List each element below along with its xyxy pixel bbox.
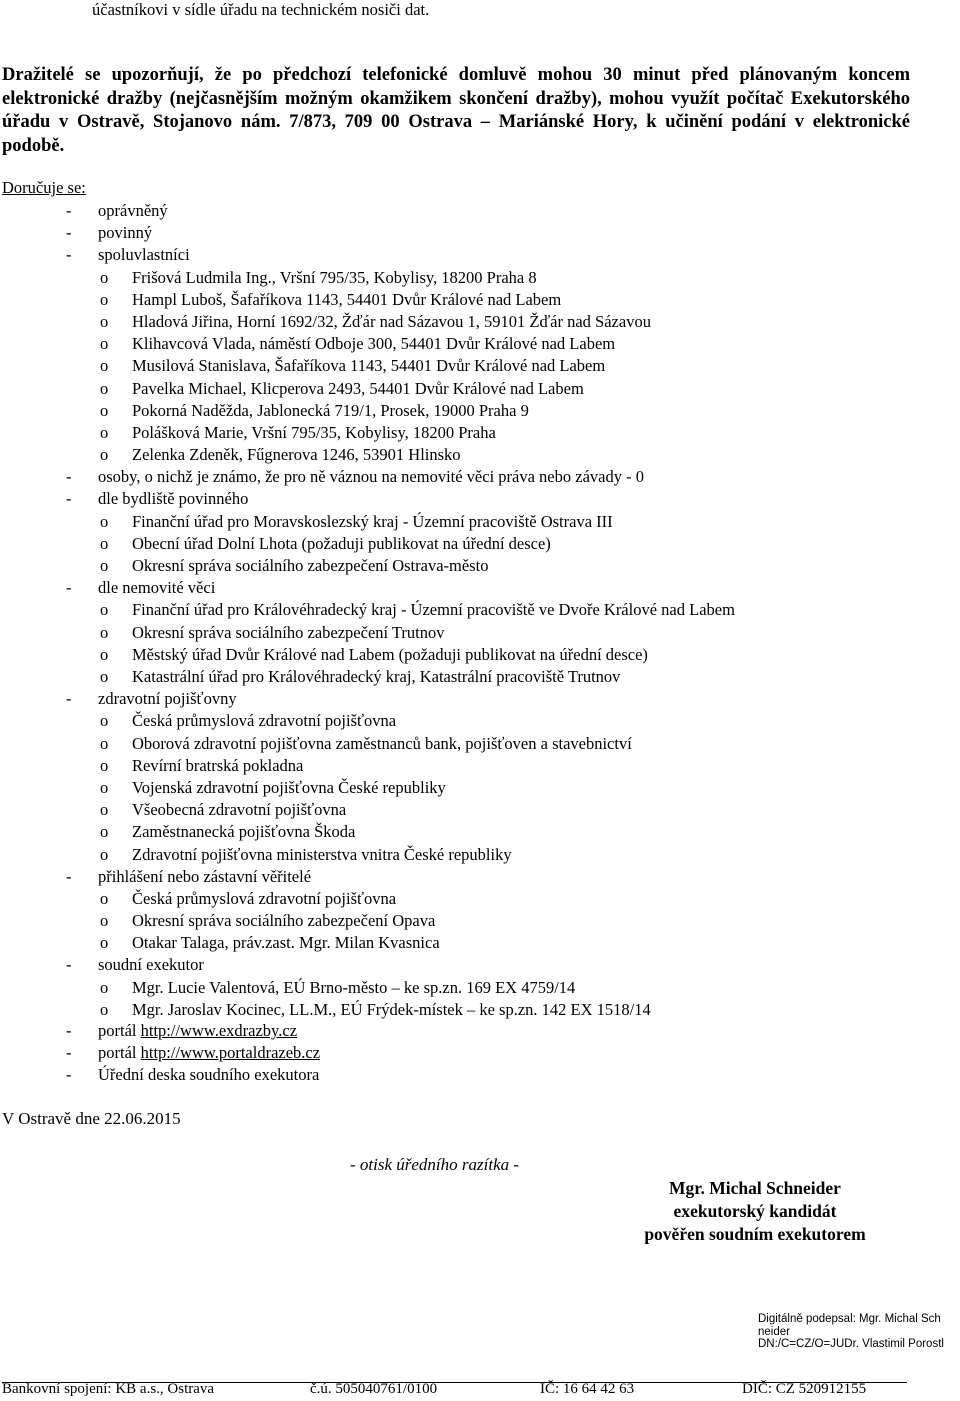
- sub-list-item: [100, 600, 735, 620]
- portal-prefix: portál: [98, 1021, 137, 1040]
- signer-name: Mgr. Michal Schneider: [669, 1178, 841, 1198]
- sub-list-item: [100, 268, 537, 288]
- dash-marker: -: [66, 1021, 72, 1040]
- delivery-heading: Doručuje se:: [2, 178, 86, 197]
- sub-list-item: [100, 445, 461, 465]
- circle-bullet: o: [100, 267, 109, 287]
- list-item-text: Mgr. Jaroslav Kocinec, LL.M., EÚ Frýdek-místek – ke sp.zn. 142 EX 1518/14: [132, 999, 651, 1019]
- circle-bullet: o: [100, 999, 109, 1019]
- list-item-text: oprávněný: [98, 201, 168, 220]
- signer-role: exekutorský kandidát: [673, 1201, 837, 1221]
- circle-bullet: o: [100, 888, 109, 908]
- list-item: [66, 489, 248, 509]
- sub-list-item: [100, 1000, 651, 1020]
- official-board-item: [66, 1065, 319, 1085]
- list-item: [66, 467, 644, 487]
- list-item-text: spoluvlastníci: [98, 245, 190, 265]
- digital-signature-line3: DN:/C=CZ/O=JUDr. Vlastimil Porostl: [758, 1338, 944, 1350]
- digital-signature-line1: Digitálně podepsal: Mgr. Michal Sch: [758, 1313, 941, 1325]
- sub-list-item: [100, 711, 396, 731]
- dash-marker: -: [66, 955, 72, 975]
- sub-list-item: [100, 423, 496, 443]
- sub-list-item: [100, 800, 346, 820]
- list-item-text: povinný: [98, 223, 153, 243]
- circle-bullet: o: [100, 666, 109, 686]
- list-item-text: Česká průmyslová zdravotní pojišťovna: [132, 888, 397, 908]
- sub-list-item: [100, 401, 529, 421]
- dash-marker: -: [66, 201, 72, 220]
- list-item-text: dle nemovité věci: [98, 578, 216, 598]
- list-item-text: Okresní správa sociálního zabezpečení Trutnov: [132, 622, 445, 642]
- sub-list-item: [100, 623, 445, 643]
- official-board-label: Úřední deska soudního exekutora: [98, 1065, 320, 1084]
- dash-marker: -: [66, 1043, 72, 1062]
- list-item: [66, 245, 190, 265]
- circle-bullet: o: [100, 533, 109, 553]
- list-item-text: Revírní bratrská pokladna: [132, 755, 304, 775]
- list-item: [66, 201, 168, 221]
- sub-list-item: [100, 356, 605, 376]
- dash-marker: -: [66, 578, 72, 598]
- top-line: účastníkovi v sídle úřadu na technickém nosiči dat.: [92, 0, 430, 19]
- dash-marker: -: [66, 489, 72, 509]
- signer-authority: pověřen soudním exekutorem: [644, 1224, 866, 1244]
- sub-list-item: [100, 845, 512, 865]
- exdrazby-link[interactable]: http://www.exdrazby.cz: [140, 1021, 298, 1040]
- sub-list-item: [100, 822, 355, 842]
- dash-marker: -: [66, 467, 72, 487]
- sub-list-item: [100, 778, 446, 798]
- circle-bullet: o: [100, 800, 109, 820]
- portaldrazeb-link[interactable]: http://www.portaldrazeb.cz: [140, 1043, 321, 1062]
- list-item-text: Městský úřad Dvůr Králové nad Labem (požaduji publikovat na úřední desce): [132, 644, 648, 664]
- circle-bullet: o: [100, 844, 109, 864]
- dash-marker: -: [66, 689, 72, 709]
- sub-list-item: [100, 756, 303, 776]
- footer-bank: Bankovní spojení: KB a.s., Ostrava: [2, 1381, 215, 1397]
- list-item-text: osoby, o nichž je známo, že pro ně váznou na nemovité věci práva nebo závady - 0: [98, 467, 644, 487]
- circle-bullet: o: [100, 400, 109, 420]
- sub-list-item: [100, 290, 561, 310]
- circle-bullet: o: [100, 977, 109, 997]
- place-date: V Ostravě dne 22.06.2015: [2, 1109, 181, 1128]
- list-item-text: Finanční úřad pro Moravskoslezský kraj - Územní pracoviště Ostrava III: [132, 511, 613, 531]
- circle-bullet: o: [100, 422, 109, 442]
- circle-bullet: o: [100, 777, 109, 797]
- dash-marker: -: [66, 245, 72, 265]
- list-item: [66, 867, 311, 887]
- circle-bullet: o: [100, 822, 109, 842]
- list-item: [66, 689, 237, 709]
- list-item-text: Zaměstnanecká pojišťovna Škoda: [132, 822, 356, 842]
- circle-bullet: o: [100, 600, 109, 620]
- circle-bullet: o: [100, 933, 109, 953]
- list-item-text: Vojenská zdravotní pojišťovna České republiky: [132, 777, 446, 797]
- list-item-text: Zdravotní pojišťovna ministerstva vnitra České republiky: [132, 844, 512, 864]
- list-item-text: Musilová Stanislava, Šafaříkova 1143, 54401 Dvůr Králové nad Labem: [132, 356, 606, 376]
- list-item-text: Česká průmyslová zdravotní pojišťovna: [132, 711, 397, 731]
- circle-bullet: o: [100, 311, 109, 331]
- sub-list-item: [100, 312, 651, 332]
- list-item-text: přihlášení nebo zástavní věřitelé: [98, 866, 312, 886]
- footer-dic: DIČ: CZ 520912155: [742, 1381, 867, 1397]
- circle-bullet: o: [100, 911, 109, 931]
- list-item-text: Obecní úřad Dolní Lhota (požaduji publikovat na úřední desce): [132, 533, 551, 553]
- sub-list-item: [100, 645, 648, 665]
- stamp-note: - otisk úředního razítka -: [350, 1155, 520, 1174]
- circle-bullet: o: [100, 445, 109, 465]
- list-item: [66, 578, 215, 598]
- sub-list-item: [100, 911, 435, 931]
- digital-signature: [758, 1313, 958, 1351]
- bidders-notice: Dražitelé se upozorňují, že po předchozí telefonické domluvě mohou 30 minut před plánovaným koncem elektronické dražby (nejčasnějším možným okamžikem skončení dražby), mohou využít počítač Exekutorského úřadu v Ostravě, Stojanovo nám. 7/873, 709 00 Ostrava – Mariánské Hory, k učinění podání v elektronické podobě.: [2, 65, 910, 157]
- list-item-text: Zelenka Zdeněk, Fűgnerova 1246, 53901 Hlinsko: [132, 445, 461, 465]
- circle-bullet: o: [100, 644, 109, 664]
- list-item-text: Okresní správa sociálního zabezpečení Opava: [132, 911, 436, 931]
- list-item-text: Okresní správa sociálního zabezpečení Ostrava-město: [132, 556, 489, 576]
- list-item-text: Oborová zdravotní pojišťovna zaměstnanců bank, pojišťoven a stavebnictví: [132, 733, 632, 753]
- list-item-text: Polášková Marie, Vršní 795/35, Kobylisy, 18200 Praha: [132, 422, 496, 442]
- sub-list-item: [100, 379, 584, 399]
- list-item-text: Klihavcová Vlada, náměstí Odboje 300, 54401 Dvůr Králové nad Labem: [132, 334, 616, 354]
- dash-marker: -: [66, 866, 72, 886]
- dash-marker: -: [66, 1065, 72, 1084]
- circle-bullet: o: [100, 733, 109, 753]
- footer-ic: IČ: 16 64 42 63: [540, 1381, 635, 1397]
- circle-bullet: o: [100, 755, 109, 775]
- sub-list-item: [100, 978, 575, 998]
- list-item-text: Mgr. Lucie Valentová, EÚ Brno-město – ke sp.zn. 169 EX 4759/14: [132, 977, 576, 997]
- circle-bullet: o: [100, 334, 109, 354]
- sub-list-item: [100, 534, 551, 554]
- circle-bullet: o: [100, 378, 109, 398]
- portal-item-exdrazby: [66, 1021, 297, 1041]
- list-item-text: dle bydliště povinného: [98, 489, 249, 509]
- circle-bullet: o: [100, 622, 109, 642]
- dash-marker: -: [66, 223, 72, 243]
- list-item-text: Finanční úřad pro Královéhradecký kraj - Územní pracoviště ve Dvoře Králové nad Labem: [132, 600, 735, 620]
- list-item-text: Katastrální úřad pro Královéhradecký kraj, Katastrální pracoviště Trutnov: [132, 666, 621, 686]
- circle-bullet: o: [100, 556, 109, 576]
- sub-list-item: [100, 667, 620, 687]
- list-item-text: Frišová Ludmila Ing., Vršní 795/35, Kobylisy, 18200 Praha 8: [132, 267, 537, 287]
- digital-signature-line2: neider: [758, 1325, 790, 1338]
- circle-bullet: o: [100, 711, 109, 731]
- circle-bullet: o: [100, 289, 109, 309]
- signer-block: [620, 1177, 890, 1246]
- circle-bullet: o: [100, 511, 109, 531]
- sub-list-item: [100, 734, 632, 754]
- sub-list-item: [100, 512, 613, 532]
- list-item-text: zdravotní pojišťovny: [98, 689, 237, 709]
- list-item-text: Hampl Luboš, Šafaříkova 1143, 54401 Dvůr Králové nad Labem: [132, 289, 562, 309]
- list-item-text: Všeobecná zdravotní pojišťovna: [132, 800, 347, 820]
- sub-list-item: [100, 334, 615, 354]
- list-item: [66, 223, 152, 243]
- portal-prefix: portál: [98, 1043, 137, 1062]
- portal-item-portaldrazeb: [66, 1043, 320, 1063]
- sub-list-item: [100, 556, 488, 576]
- sub-list-item: [100, 933, 440, 953]
- sub-list-item: [100, 889, 396, 909]
- circle-bullet: o: [100, 356, 109, 376]
- list-item-text: soudní exekutor: [98, 955, 204, 975]
- list-item-text: Otakar Talaga, práv.zast. Mgr. Milan Kvasnica: [132, 933, 440, 953]
- list-item-text: Hladová Jiřina, Horní 1692/32, Žďár nad Sázavou 1, 59101 Žďár nad Sázavou: [132, 311, 651, 331]
- list-item-text: Pokorná Naděžda, Jablonecká 719/1, Prosek, 19000 Praha 9: [132, 400, 529, 420]
- list-item-text: Pavelka Michael, Klicperova 2493, 54401 Dvůr Králové nad Labem: [132, 378, 584, 398]
- list-item: [66, 955, 204, 975]
- footer-account: č.ú. 505040761/0100: [310, 1381, 438, 1397]
